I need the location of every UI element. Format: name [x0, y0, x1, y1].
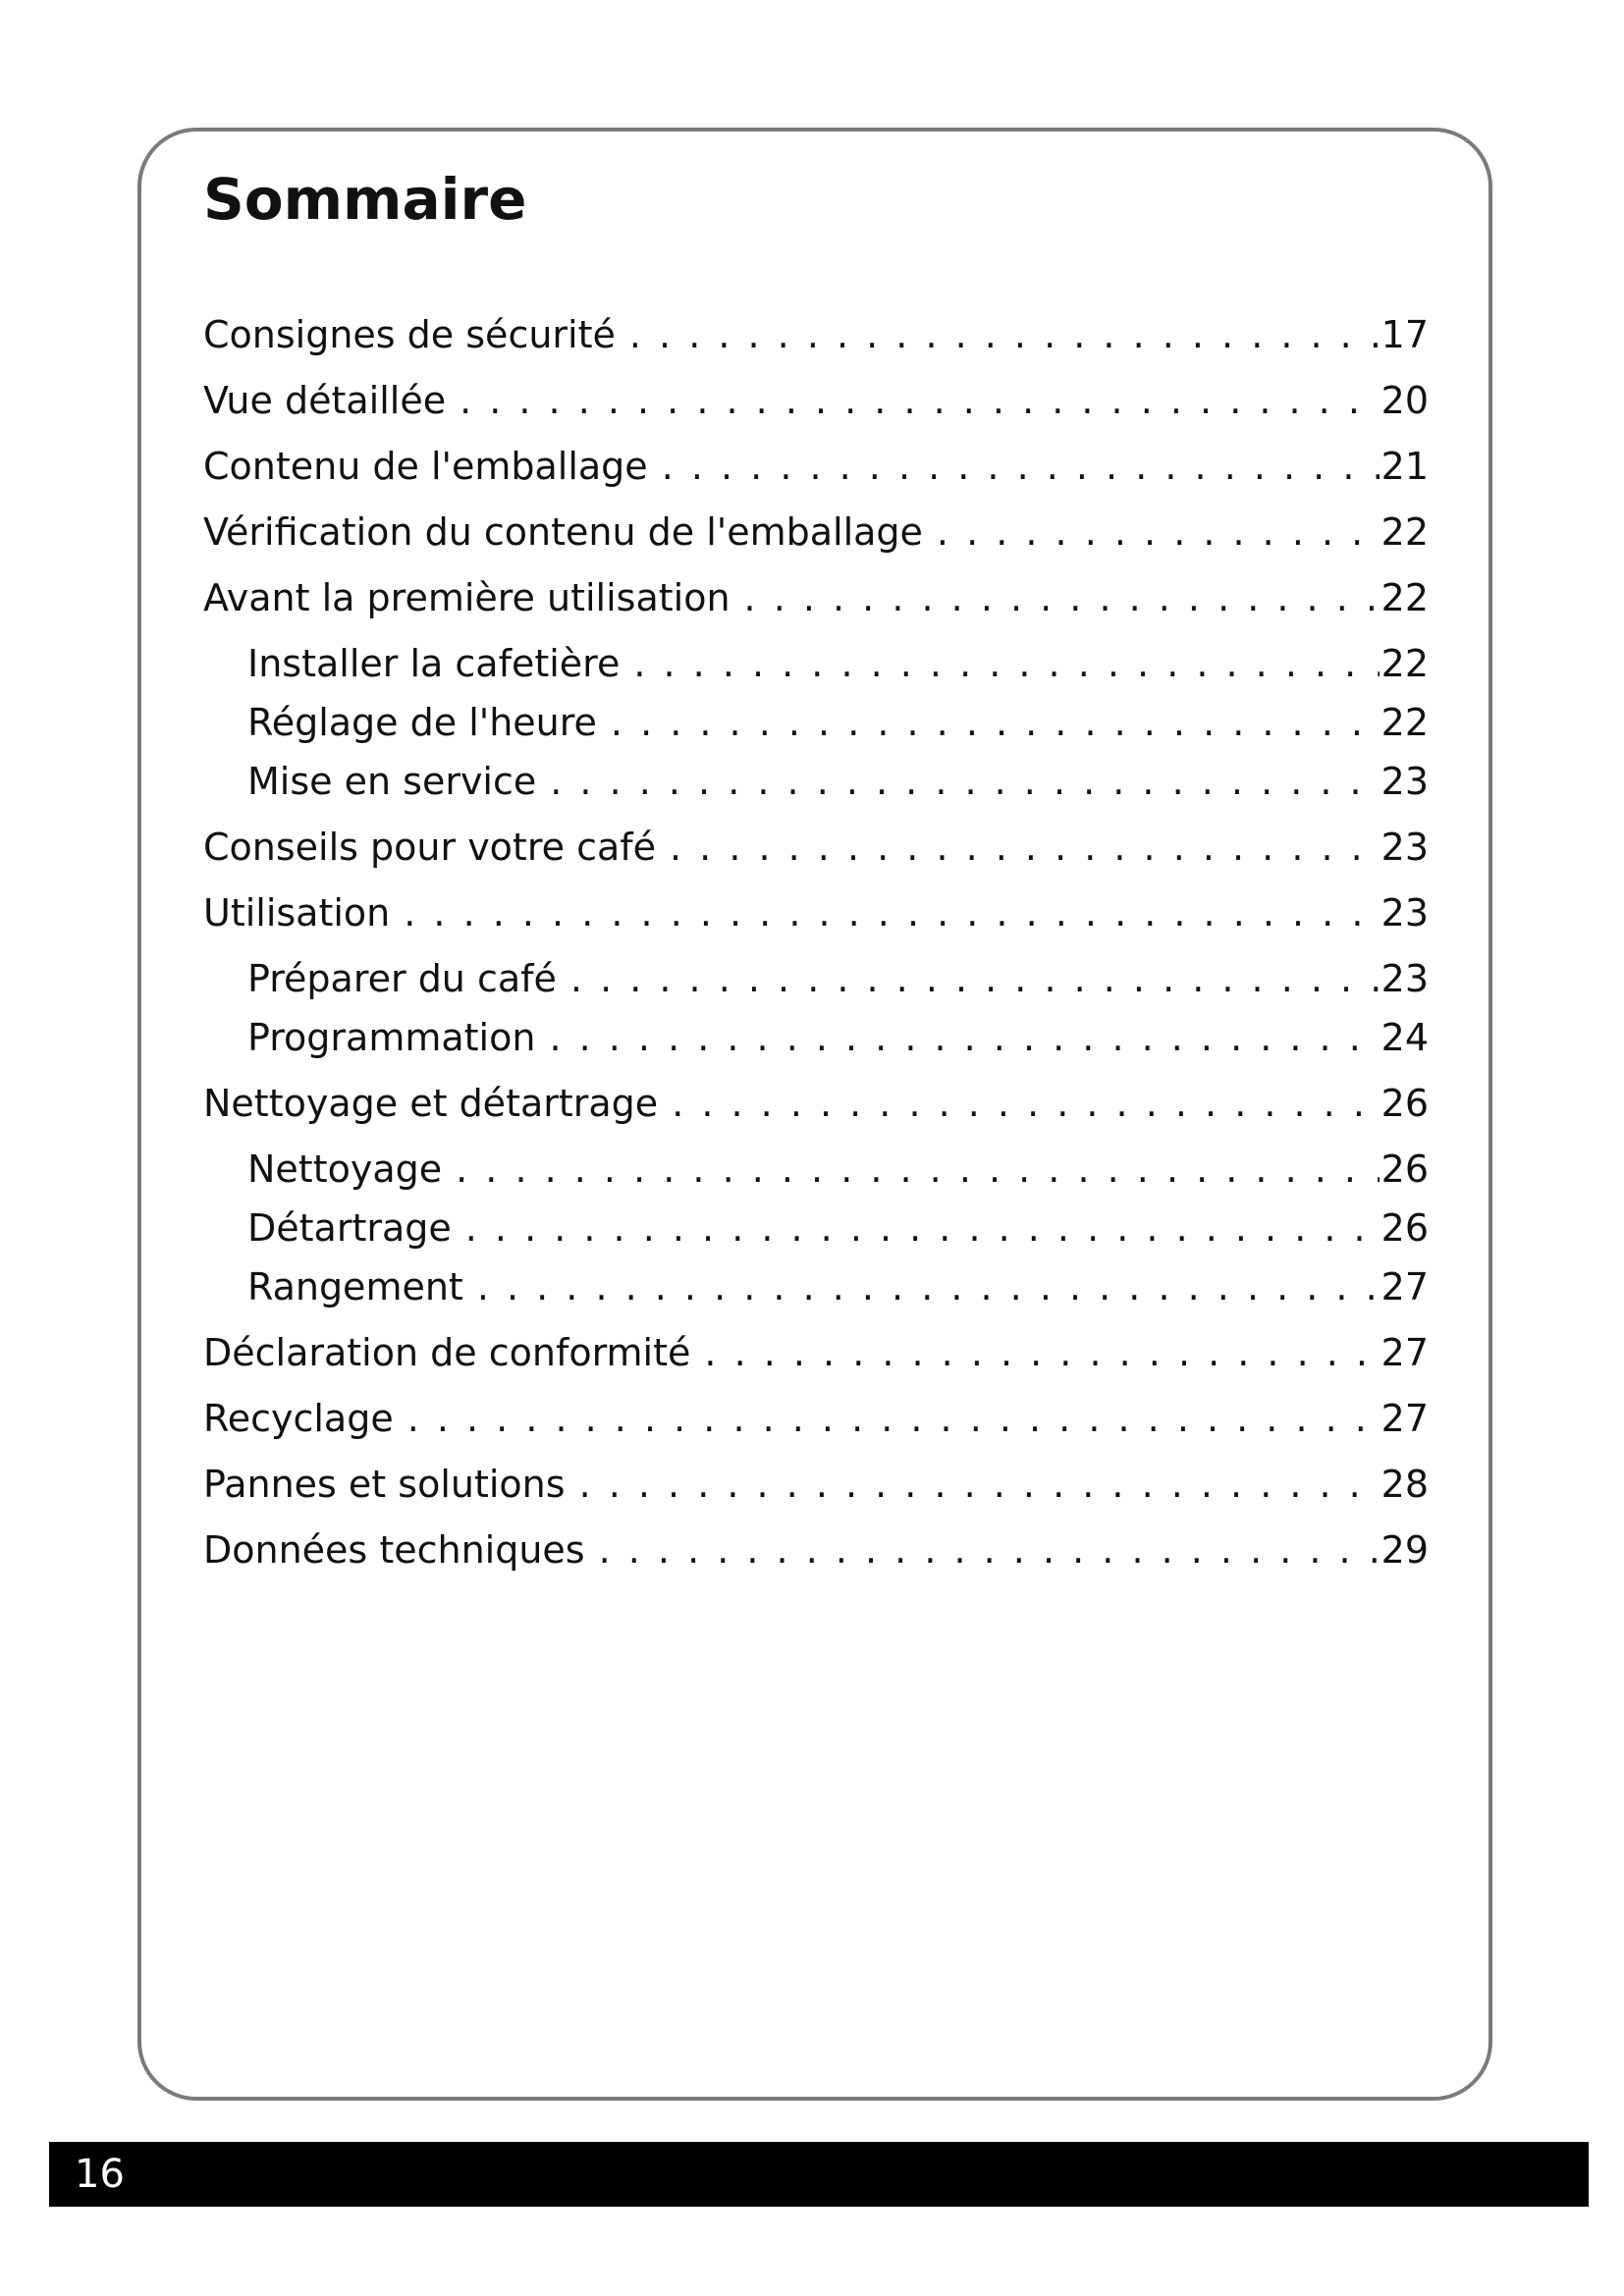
toc-entry-label: Programmation — [247, 1016, 536, 1059]
toc-entry-page: 22 — [1380, 510, 1429, 554]
toc-dot-leader — [407, 1393, 1380, 1444]
toc-entry-label: Conseils pour votre café — [203, 826, 657, 869]
toc-entry-page: 29 — [1380, 1528, 1429, 1572]
toc-entry-page: 22 — [1380, 642, 1429, 685]
toc-entry-page: 26 — [1380, 1148, 1429, 1191]
toc-dot-leader — [662, 441, 1380, 492]
toc-entry-label: Vue détaillée — [203, 379, 447, 422]
toc-entry-label: Nettoyage — [247, 1148, 443, 1191]
toc-dot-leader — [460, 375, 1380, 426]
toc-dot-leader — [570, 953, 1380, 1004]
toc-entry-label: Avant la première utilisation — [203, 576, 731, 619]
toc-entry-nettoyage-detartrage[interactable] — [203, 1078, 1429, 1129]
toc-entry-utilisation[interactable] — [203, 887, 1429, 938]
toc-entry-pannes-solutions[interactable] — [203, 1459, 1429, 1510]
toc-dot-leader — [456, 1144, 1380, 1195]
toc-entry-rangement[interactable] — [247, 1261, 1429, 1312]
toc-entry-page: 24 — [1380, 1016, 1429, 1059]
toc-entry-label: Rangement — [247, 1265, 463, 1308]
toc-entry-installer-cafetiere[interactable] — [247, 638, 1429, 689]
toc-dot-leader — [404, 887, 1379, 938]
toc-entry-contenu-emballage[interactable] — [203, 441, 1429, 492]
toc-entry-preparer-cafe[interactable] — [247, 953, 1429, 1004]
toc-dot-leader — [549, 1012, 1379, 1063]
toc-entry-label: Réglage de l'heure — [247, 701, 597, 744]
toc-entry-label: Contenu de l'emballage — [203, 445, 648, 488]
toc-entry-label: Recyclage — [203, 1397, 394, 1440]
toc-entry-label: Déclaration de conformité — [203, 1331, 691, 1374]
toc-dot-leader — [672, 1078, 1379, 1129]
toc-entry-label: Données techniques — [203, 1528, 585, 1572]
toc-entry-page: 27 — [1380, 1397, 1429, 1440]
toc-entry-page: 17 — [1380, 313, 1429, 356]
toc-entry-page: 23 — [1380, 760, 1429, 803]
toc-entry-programmation[interactable] — [247, 1012, 1429, 1063]
toc-entry-conseils-cafe[interactable] — [203, 822, 1429, 873]
toc-entry-page: 23 — [1380, 891, 1429, 934]
toc-entry-label: Consignes de sécurité — [203, 313, 616, 356]
toc-dot-leader — [937, 507, 1380, 558]
toc-entry-label: Nettoyage et détartrage — [203, 1082, 659, 1125]
toc-entry-page: 22 — [1380, 576, 1429, 619]
toc-dot-leader — [579, 1459, 1380, 1510]
toc-entry-label: Vérification du contenu de l'emballage — [203, 510, 923, 554]
toc-entry-avant-premiere-utilisation[interactable] — [203, 572, 1429, 623]
toc-entry-page: 27 — [1380, 1331, 1429, 1374]
toc-entry-label: Pannes et solutions — [203, 1463, 566, 1506]
page-title: Sommaire — [203, 166, 527, 233]
toc-entry-page: 26 — [1380, 1082, 1429, 1125]
toc-entry-donnees-techniques[interactable] — [203, 1524, 1429, 1575]
toc-entry-page: 26 — [1380, 1206, 1429, 1250]
toc-dot-leader — [477, 1261, 1380, 1312]
toc-dot-leader — [704, 1327, 1379, 1378]
toc-entry-page: 23 — [1380, 826, 1429, 869]
toc-entry-label: Préparer du café — [247, 957, 557, 1000]
toc-entry-page: 28 — [1380, 1463, 1429, 1506]
toc-dot-leader — [633, 638, 1379, 689]
toc-entry-page: 21 — [1380, 445, 1429, 488]
toc-entry-page: 27 — [1380, 1265, 1429, 1308]
toc-entry-nettoyage[interactable] — [247, 1144, 1429, 1195]
toc-dot-leader — [550, 756, 1379, 807]
toc-entry-page: 20 — [1380, 379, 1429, 422]
toc-dot-leader — [670, 822, 1380, 873]
toc-entry-label: Utilisation — [203, 891, 391, 934]
page-number: 16 — [75, 2152, 125, 2197]
toc-entry-mise-en-service[interactable] — [247, 756, 1429, 807]
toc-entry-verification-contenu[interactable] — [203, 507, 1429, 558]
toc-entry-consignes-securite[interactable] — [203, 309, 1429, 360]
toc-entry-recyclage[interactable] — [203, 1393, 1429, 1444]
toc-entry-page: 22 — [1380, 701, 1429, 744]
toc-entry-reglage-heure[interactable] — [247, 697, 1429, 748]
toc-entry-label: Détartrage — [247, 1206, 452, 1250]
toc-entry-declaration-conformite[interactable] — [203, 1327, 1429, 1378]
toc-entry-label: Mise en service — [247, 760, 537, 803]
toc-entry-label: Installer la cafetière — [247, 642, 621, 685]
toc-dot-leader — [629, 309, 1380, 360]
page-footer-bar — [49, 2142, 1589, 2207]
toc-entry-vue-detaillee[interactable] — [203, 375, 1429, 426]
toc-dot-leader — [611, 697, 1380, 748]
toc-entry-detartrage[interactable] — [247, 1202, 1429, 1254]
toc-entry-page: 23 — [1380, 957, 1429, 1000]
toc-dot-leader — [465, 1202, 1380, 1254]
toc-dot-leader — [744, 572, 1380, 623]
toc-dot-leader — [599, 1524, 1380, 1575]
